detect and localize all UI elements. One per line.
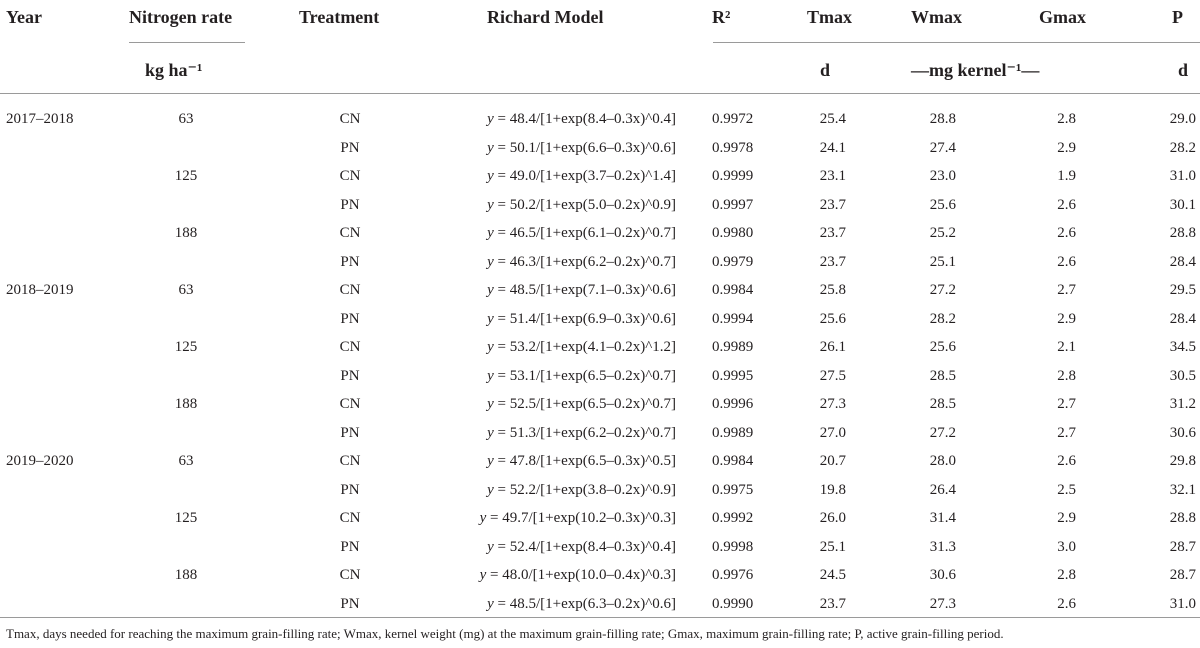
header-year: Year <box>6 7 42 27</box>
unit-weight: —mg kernel⁻¹— <box>911 60 1040 80</box>
cell-tmax: 24.5 <box>819 567 846 583</box>
cell-model: y = 49.0/[1+exp(3.7–0.2x)^1.4] <box>487 168 676 184</box>
cell-tmax: 24.1 <box>819 139 846 156</box>
cell-nitrogen-rate: 188 <box>174 396 198 412</box>
header-r2: R² <box>712 7 731 27</box>
cell-wmax: 27.4 <box>929 139 956 156</box>
cell-p: 29.0 <box>1169 111 1196 127</box>
cell-model: y = 49.7/[1+exp(10.2–0.3x)^0.3] <box>479 510 676 526</box>
cell-wmax: 27.3 <box>929 595 956 612</box>
cell-r2: 0.9976 <box>712 567 754 583</box>
header-gmax: Gmax <box>1039 7 1086 27</box>
cell-model: y = 52.4/[1+exp(8.4–0.3x)^0.4] <box>487 538 676 555</box>
cell-gmax: 2.8 <box>1057 567 1076 583</box>
cell-wmax: 28.8 <box>929 111 956 127</box>
cell-r2: 0.9972 <box>712 111 754 127</box>
cell-gmax: 2.8 <box>1057 367 1076 384</box>
cell-gmax: 2.9 <box>1057 510 1076 526</box>
cell-treatment: CN <box>339 567 361 583</box>
unit-tmax: d <box>820 60 831 80</box>
header-tmax: Tmax <box>807 7 852 27</box>
cell-gmax: 2.6 <box>1057 253 1076 270</box>
cell-tmax: 23.7 <box>819 225 846 241</box>
cell-p: 28.7 <box>1169 567 1196 583</box>
cell-treatment: PN <box>340 139 360 156</box>
cell-p: 28.7 <box>1169 538 1196 555</box>
cell-wmax: 27.2 <box>929 282 956 298</box>
cell-nitrogen-rate: 188 <box>174 225 198 241</box>
cell-treatment: CN <box>339 510 361 526</box>
cell-nitrogen-rate: 63 <box>178 282 194 298</box>
cell-tmax: 25.1 <box>819 538 846 555</box>
cell-gmax: 2.6 <box>1057 453 1076 469</box>
cell-r2: 0.9992 <box>712 510 754 526</box>
cell-p: 29.5 <box>1169 282 1196 298</box>
cell-treatment: CN <box>339 282 361 298</box>
cell-model: y = 48.4/[1+exp(8.4–0.3x)^0.4] <box>487 111 676 127</box>
cell-gmax: 2.7 <box>1057 396 1076 412</box>
cell-gmax: 2.1 <box>1057 339 1076 355</box>
cell-p: 31.2 <box>1169 396 1196 412</box>
cell-gmax: 2.7 <box>1057 282 1076 298</box>
cell-r2: 0.9989 <box>712 424 754 441</box>
cell-gmax: 2.8 <box>1057 111 1076 127</box>
metrics-spanner-rule <box>713 42 1200 43</box>
cell-model: y = 47.8/[1+exp(6.5–0.3x)^0.5] <box>487 453 676 469</box>
cell-wmax: 28.2 <box>929 310 956 327</box>
cell-r2: 0.9996 <box>712 396 754 412</box>
cell-p: 28.4 <box>1169 310 1196 327</box>
cell-r2: 0.9994 <box>712 310 754 327</box>
cell-wmax: 23.0 <box>929 168 956 184</box>
cell-treatment: CN <box>339 225 361 241</box>
cell-p: 34.5 <box>1169 339 1196 355</box>
cell-tmax: 26.0 <box>819 510 846 526</box>
cell-nitrogen-rate: 125 <box>174 168 198 184</box>
cell-tmax: 23.7 <box>819 196 846 213</box>
cell-r2: 0.9998 <box>712 538 754 555</box>
header-bottom-rule <box>0 93 1200 94</box>
cell-gmax: 2.6 <box>1057 595 1076 612</box>
cell-p: 31.0 <box>1169 168 1196 184</box>
cell-tmax: 26.1 <box>819 339 846 355</box>
cell-gmax: 2.9 <box>1057 139 1076 156</box>
cell-treatment: CN <box>339 453 361 469</box>
cell-tmax: 23.7 <box>819 595 846 612</box>
cell-p: 30.1 <box>1169 196 1196 213</box>
cell-wmax: 25.6 <box>929 339 956 355</box>
cell-model: y = 52.2/[1+exp(3.8–0.2x)^0.9] <box>487 481 676 498</box>
cell-model: y = 50.1/[1+exp(6.6–0.3x)^0.6] <box>487 139 676 156</box>
cell-p: 30.6 <box>1169 424 1196 441</box>
cell-r2: 0.9995 <box>712 367 754 384</box>
cell-treatment: PN <box>340 253 360 270</box>
unit-p: d <box>1178 60 1189 80</box>
cell-tmax: 27.3 <box>819 396 846 412</box>
cell-r2: 0.9979 <box>712 253 754 270</box>
unit-nitrogen: kg ha⁻¹ <box>145 60 203 80</box>
cell-year: 2017–2018 <box>6 111 74 127</box>
cell-tmax: 23.1 <box>819 168 846 184</box>
cell-wmax: 28.0 <box>929 453 956 469</box>
nitrogen-spanner-rule <box>129 42 245 43</box>
cell-treatment: PN <box>340 424 360 441</box>
cell-wmax: 27.2 <box>929 424 956 441</box>
cell-treatment: PN <box>340 481 360 498</box>
cell-model: y = 48.5/[1+exp(6.3–0.2x)^0.6] <box>487 595 676 612</box>
cell-treatment: CN <box>339 396 361 412</box>
cell-tmax: 20.7 <box>819 453 846 469</box>
cell-wmax: 31.4 <box>929 510 956 526</box>
cell-year: 2019–2020 <box>6 453 74 469</box>
header-wmax: Wmax <box>911 7 962 27</box>
cell-wmax: 25.1 <box>929 253 956 270</box>
cell-model: y = 46.3/[1+exp(6.2–0.2x)^0.7] <box>487 253 676 270</box>
cell-tmax: 25.6 <box>819 310 846 327</box>
table-bottom-rule <box>0 617 1200 618</box>
cell-model: y = 48.5/[1+exp(7.1–0.3x)^0.6] <box>487 282 676 298</box>
header-nitrogen-rate: Nitrogen rate <box>129 7 233 27</box>
cell-treatment: CN <box>339 168 361 184</box>
cell-treatment: PN <box>340 310 360 327</box>
cell-nitrogen-rate: 125 <box>174 510 198 526</box>
cell-treatment: PN <box>340 595 360 612</box>
cell-r2: 0.9990 <box>712 595 754 612</box>
cell-p: 32.1 <box>1169 481 1196 498</box>
cell-year: 2018–2019 <box>6 282 74 298</box>
cell-model: y = 51.3/[1+exp(6.2–0.2x)^0.7] <box>487 424 676 441</box>
cell-gmax: 1.9 <box>1057 168 1076 184</box>
cell-model: y = 46.5/[1+exp(6.1–0.2x)^0.7] <box>487 225 676 241</box>
cell-gmax: 2.9 <box>1057 310 1076 327</box>
cell-nitrogen-rate: 188 <box>174 567 198 583</box>
cell-gmax: 2.6 <box>1057 225 1076 241</box>
cell-model: y = 52.5/[1+exp(6.5–0.2x)^0.7] <box>487 396 676 412</box>
cell-wmax: 28.5 <box>929 367 956 384</box>
cell-gmax: 2.5 <box>1057 481 1076 498</box>
table-footnote: Tmax, days needed for reaching the maximum grain-filling rate; Wmax, kernel weight (mg) at the maximum grain-filling rate; Gmax, maximum grain-filling rate; P, active grain-filling period. <box>6 626 1004 641</box>
cell-gmax: 3.0 <box>1057 538 1076 555</box>
cell-wmax: 26.4 <box>929 481 956 498</box>
cell-model: y = 53.1/[1+exp(6.5–0.2x)^0.7] <box>487 367 676 384</box>
cell-nitrogen-rate: 63 <box>178 453 194 469</box>
cell-nitrogen-rate: 63 <box>178 111 194 127</box>
cell-treatment: CN <box>339 339 361 355</box>
cell-wmax: 25.6 <box>929 196 956 213</box>
cell-r2: 0.9978 <box>712 139 754 156</box>
header-treatment: Treatment <box>299 7 380 27</box>
cell-p: 31.0 <box>1169 595 1196 612</box>
cell-tmax: 25.8 <box>819 282 846 298</box>
cell-model: y = 51.4/[1+exp(6.9–0.3x)^0.6] <box>487 310 676 327</box>
cell-r2: 0.9980 <box>712 225 754 241</box>
cell-treatment: CN <box>339 111 361 127</box>
header-richard-model: Richard Model <box>487 7 604 27</box>
cell-model: y = 48.0/[1+exp(10.0–0.4x)^0.3] <box>479 567 676 583</box>
cell-p: 28.8 <box>1169 510 1196 526</box>
cell-p: 28.8 <box>1169 225 1196 241</box>
cell-treatment: PN <box>340 367 360 384</box>
cell-r2: 0.9989 <box>712 339 754 355</box>
cell-r2: 0.9975 <box>712 481 754 498</box>
cell-p: 28.4 <box>1169 253 1196 270</box>
cell-treatment: PN <box>340 538 360 555</box>
cell-tmax: 27.5 <box>819 367 846 384</box>
cell-p: 29.8 <box>1169 453 1196 469</box>
cell-gmax: 2.6 <box>1057 196 1076 213</box>
cell-treatment: PN <box>340 196 360 213</box>
cell-tmax: 27.0 <box>819 424 846 441</box>
cell-wmax: 25.2 <box>929 225 956 241</box>
cell-r2: 0.9984 <box>712 282 754 298</box>
cell-p: 30.5 <box>1169 367 1196 384</box>
header-p: P <box>1172 7 1183 27</box>
cell-gmax: 2.7 <box>1057 424 1076 441</box>
cell-wmax: 31.3 <box>929 538 956 555</box>
cell-r2: 0.9984 <box>712 453 754 469</box>
cell-r2: 0.9997 <box>712 196 754 213</box>
cell-r2: 0.9999 <box>712 168 754 184</box>
cell-model: y = 50.2/[1+exp(5.0–0.2x)^0.9] <box>487 196 676 213</box>
cell-wmax: 28.5 <box>929 396 956 412</box>
cell-tmax: 23.7 <box>819 253 846 270</box>
cell-nitrogen-rate: 125 <box>174 339 198 355</box>
cell-tmax: 19.8 <box>819 481 846 498</box>
cell-tmax: 25.4 <box>819 111 846 127</box>
cell-model: y = 53.2/[1+exp(4.1–0.2x)^1.2] <box>487 339 676 355</box>
cell-p: 28.2 <box>1169 139 1196 156</box>
cell-wmax: 30.6 <box>929 567 956 583</box>
